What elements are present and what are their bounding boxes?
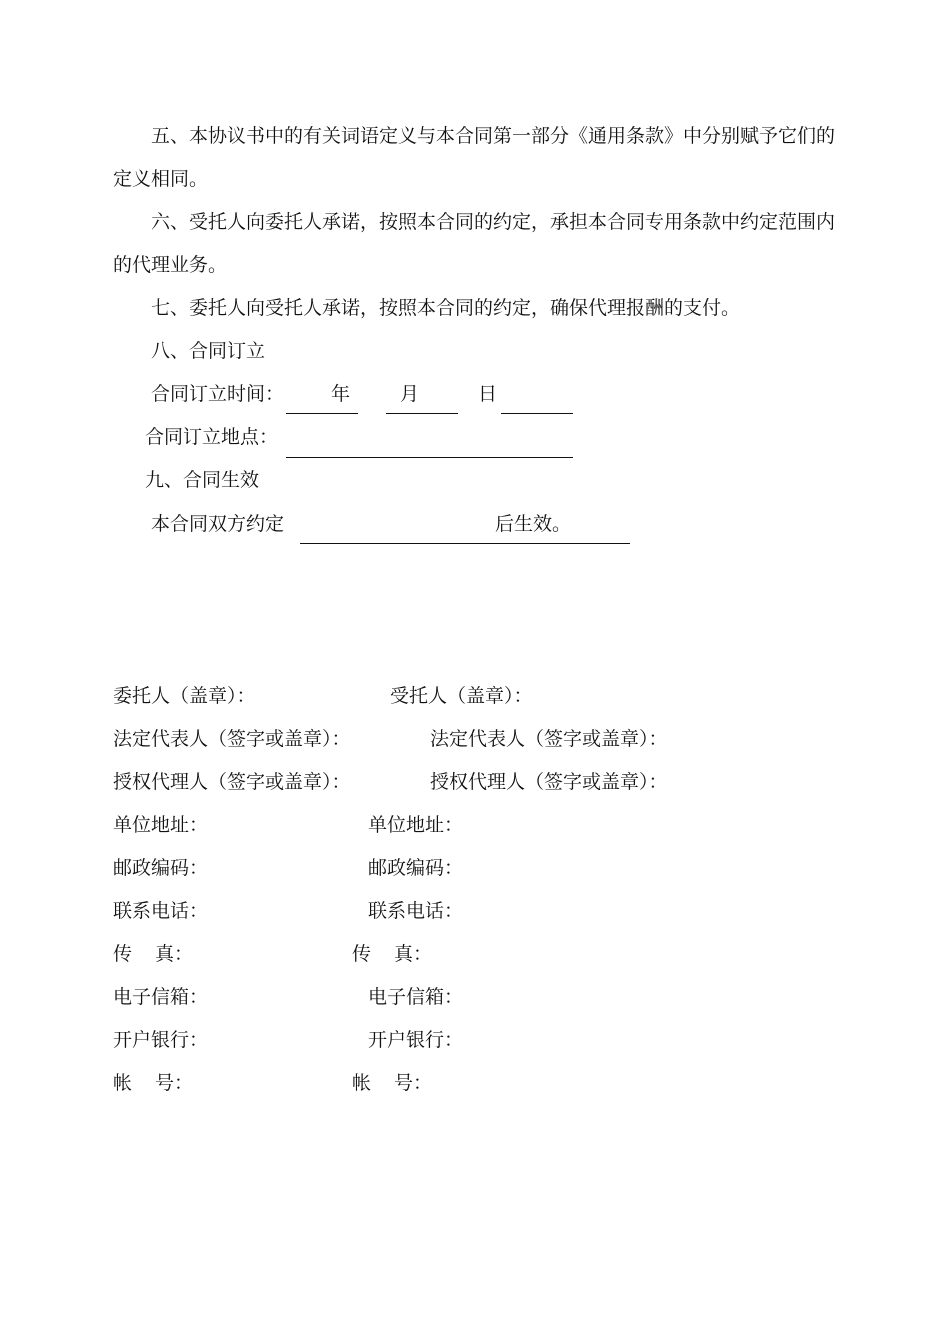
trustee-account-label-part1: 帐	[352, 1072, 372, 1094]
principal-fax-label-part2: 真：	[155, 943, 194, 965]
signing-place-label: 合同订立地点：	[145, 426, 279, 448]
principal-legal-rep-label: 法定代表人（签字或盖章）：	[113, 728, 351, 750]
trustee-email-label: 电子信箱：	[368, 986, 464, 1008]
effective-condition-label: 本合同双方约定	[151, 513, 285, 535]
trustee-address-label: 单位地址：	[368, 814, 464, 836]
trustee-authorized-agent-label: 授权代理人（签字或盖章）：	[430, 771, 668, 793]
trustee-postcode-label: 邮政编码：	[368, 857, 464, 879]
signing-month-blank	[386, 413, 458, 414]
clause-6-line1: 六、受托人向委托人承诺，按照本合同的约定，承担本合同专用条款中约定范围内	[151, 211, 836, 233]
effective-condition-blank	[300, 543, 630, 544]
clause-5-line2: 定义相同。	[113, 168, 209, 190]
trustee-fax-label-part1: 传	[352, 943, 372, 965]
signing-month-label: 月	[400, 383, 420, 405]
trustee-legal-rep-label: 法定代表人（签字或盖章）：	[430, 728, 668, 750]
trustee-seal-label: 受托人（盖章）：	[390, 685, 533, 707]
principal-email-label: 电子信箱：	[113, 986, 209, 1008]
clause-8-heading: 八、合同订立	[151, 340, 266, 362]
signing-place-blank	[286, 457, 573, 458]
principal-address-label: 单位地址：	[113, 814, 209, 836]
signing-year-label: 年	[331, 383, 351, 405]
principal-seal-label: 委托人（盖章）：	[113, 685, 256, 707]
trustee-fax-label-part2: 真：	[394, 943, 433, 965]
clause-9-heading: 九、合同生效	[145, 469, 260, 491]
signing-year-blank	[286, 413, 358, 414]
trustee-bank-label: 开户银行：	[368, 1029, 464, 1051]
effective-condition-suffix: 后生效。	[495, 513, 572, 535]
principal-bank-label: 开户银行：	[113, 1029, 209, 1051]
trustee-account-label-part2: 号：	[394, 1072, 433, 1094]
principal-authorized-agent-label: 授权代理人（签字或盖章）：	[113, 771, 351, 793]
signing-day-label: 日	[478, 383, 498, 405]
principal-fax-label-part1: 传	[113, 943, 133, 965]
principal-phone-label: 联系电话：	[113, 900, 209, 922]
signing-time-label: 合同订立时间：	[151, 383, 285, 405]
principal-account-label-part2: 号：	[155, 1072, 194, 1094]
principal-postcode-label: 邮政编码：	[113, 857, 209, 879]
clause-7: 七、委托人向受托人承诺，按照本合同的约定，确保代理报酬的支付。	[151, 297, 741, 319]
clause-6-line2: 的代理业务。	[113, 254, 228, 276]
clause-5-line1: 五、本协议书中的有关词语定义与本合同第一部分《通用条款》中分别赋予它们的	[151, 125, 836, 147]
signing-day-blank	[501, 413, 573, 414]
principal-account-label-part1: 帐	[113, 1072, 133, 1094]
trustee-phone-label: 联系电话：	[368, 900, 464, 922]
